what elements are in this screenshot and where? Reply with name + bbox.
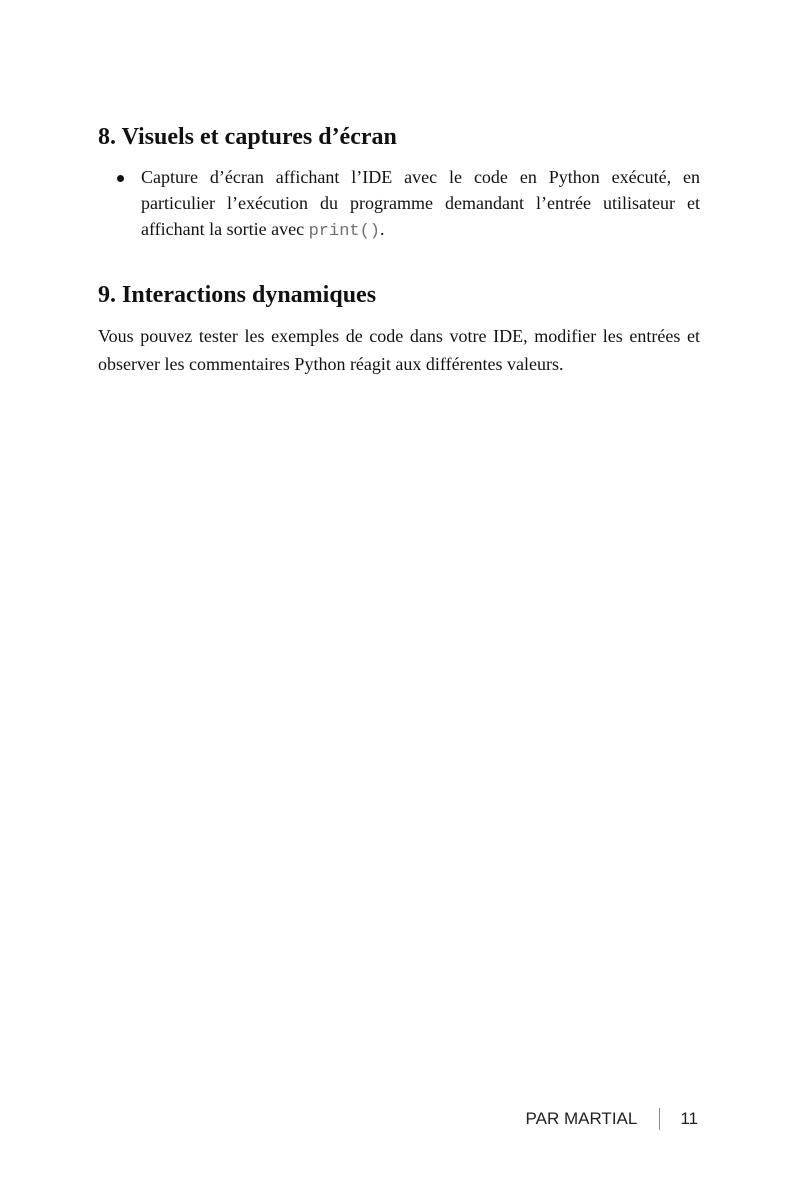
bullet-text: Capture d’écran affichant l’IDE avec le code en Python exécuté, en particulier l’exécution du programme demandant l’entrée utilisateur et affichant la sortie avec <box>141 167 700 239</box>
section-heading-visuals: 8. Visuels et captures d’écran <box>98 124 397 150</box>
bullet-item <box>141 164 700 245</box>
section-visuals <box>98 122 700 245</box>
page-number: 11 <box>680 1109 698 1128</box>
inline-code: print() <box>308 222 381 241</box>
bullet-dot-icon <box>117 175 124 182</box>
footer-author: PAR MARTIAL <box>525 1109 638 1128</box>
body-paragraph: Vous pouvez tester les exemples de code dans votre IDE, modifier les entrées et observer les commentaires Python réagit aux différentes valeurs. <box>98 326 700 374</box>
section-heading-interactions: 9. Interactions dynamiques <box>98 282 377 308</box>
bullet-list <box>98 164 700 245</box>
page-footer <box>526 1106 698 1132</box>
bullet-text-end: . <box>380 219 385 239</box>
footer-divider <box>659 1108 660 1130</box>
section-interactions <box>98 280 700 378</box>
